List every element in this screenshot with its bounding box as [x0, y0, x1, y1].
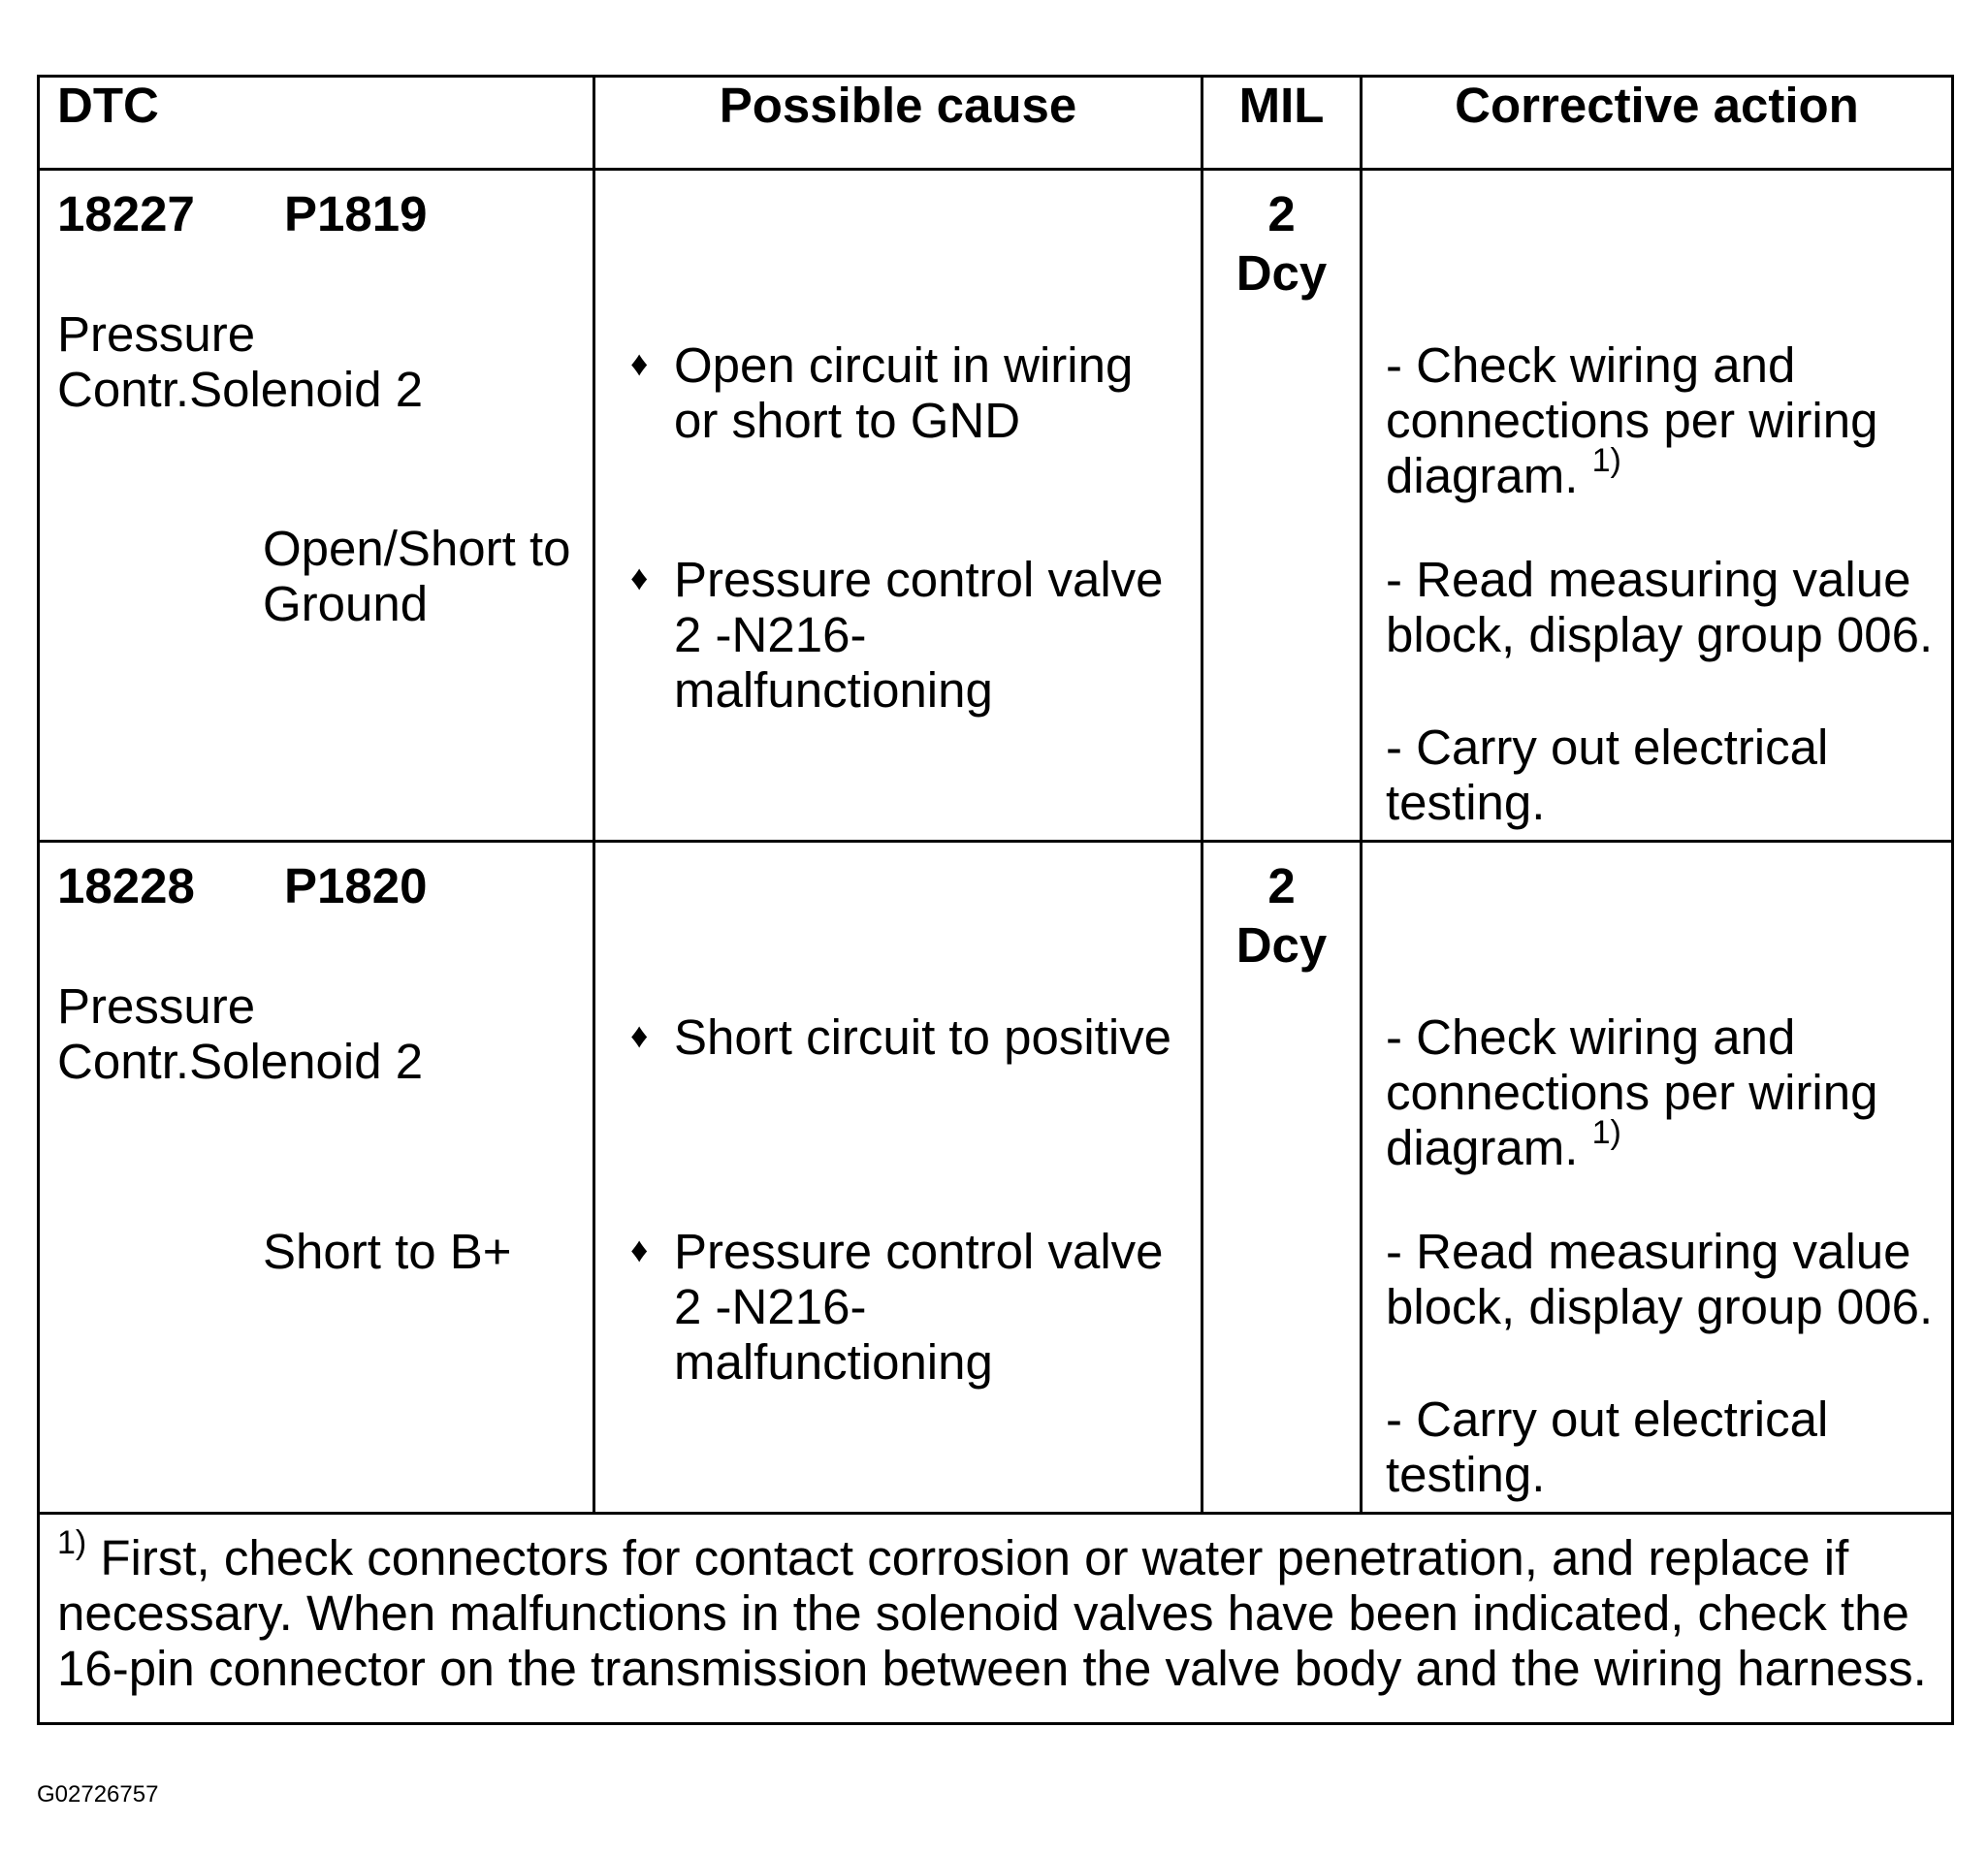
cause-text: Pressure control valve 2 -N216- malfunctioning	[674, 552, 1164, 719]
action-cell	[1362, 842, 1953, 1514]
header-mil: MIL	[1202, 77, 1362, 170]
cause-text: Short circuit to positive	[674, 1009, 1172, 1065]
action-item: - Carry out electrical testing.	[1386, 720, 1829, 831]
mil-unit: Dcy	[1235, 245, 1328, 301]
action-text: - Check wiring and connections per wiring diagram.	[1386, 1009, 1878, 1176]
cause-text: Open circuit in wiring or short to GND	[674, 337, 1134, 449]
table-row	[39, 842, 1953, 1514]
action-text: - Check wiring and connections per wiring diagram.	[1386, 337, 1878, 504]
header-possible-cause: Possible cause	[594, 77, 1202, 170]
mil-unit: Dcy	[1235, 917, 1328, 973]
mil-cell	[1202, 842, 1362, 1514]
dtc-obd-code: P1820	[284, 858, 428, 913]
footnote-text: First, check connectors for contact corrosion or water penetration, and replace if necessary. When malfunctions in the solenoid valves have been indicated, check the 16-pin connector on the transmission between the valve body and the wiring harness.	[57, 1530, 1927, 1697]
dtc-cell	[39, 842, 594, 1514]
dtc-fault-type: Open/Short to Ground	[263, 521, 571, 632]
footnote-ref: 1)	[1591, 442, 1621, 480]
action-item	[1386, 337, 1943, 503]
diamond-bullet-icon: ♦	[630, 1015, 649, 1055]
cause-cell	[594, 842, 1202, 1514]
cause-text: Pressure control valve 2 -N216- malfunctioning	[674, 1224, 1164, 1391]
dtc-description: Pressure Contr.Solenoid 2	[57, 306, 424, 418]
table-row	[39, 170, 1953, 842]
dtc-cell	[39, 170, 594, 842]
header-dtc: DTC	[39, 77, 594, 170]
dtc-obd-code: P1819	[284, 186, 428, 241]
dtc-fault-type: Short to B+	[263, 1224, 512, 1279]
footnote-marker: 1)	[57, 1524, 87, 1561]
footnote-ref: 1)	[1591, 1114, 1621, 1152]
diamond-bullet-icon: ♦	[630, 343, 649, 383]
dtc-table	[37, 75, 1954, 1725]
mil-count: 2	[1267, 186, 1296, 241]
header-row	[39, 77, 1953, 170]
diamond-bullet-icon: ♦	[630, 1230, 649, 1269]
cause-item	[630, 1009, 1183, 1065]
action-item: - Read measuring value block, display group 006.	[1386, 552, 1934, 663]
figure-id: G02726757	[37, 1781, 159, 1808]
dtc-code: 18227	[57, 186, 195, 241]
action-item: - Carry out electrical testing.	[1386, 1392, 1829, 1503]
action-item	[1386, 1009, 1943, 1175]
action-item: - Read measuring value block, display group 006.	[1386, 1224, 1934, 1335]
header-corrective-action: Corrective action	[1362, 77, 1953, 170]
cause-item	[630, 337, 1183, 448]
mil-count: 2	[1267, 858, 1296, 913]
cause-item	[630, 552, 1183, 718]
footnote-cell	[39, 1514, 1953, 1724]
cause-cell	[594, 170, 1202, 842]
dtc-description: Pressure Contr.Solenoid 2	[57, 978, 424, 1090]
cause-item	[630, 1224, 1183, 1390]
mil-cell	[1202, 170, 1362, 842]
footnote-row	[39, 1514, 1953, 1724]
dtc-code: 18228	[57, 858, 195, 913]
diamond-bullet-icon: ♦	[630, 558, 649, 597]
action-cell	[1362, 170, 1953, 842]
